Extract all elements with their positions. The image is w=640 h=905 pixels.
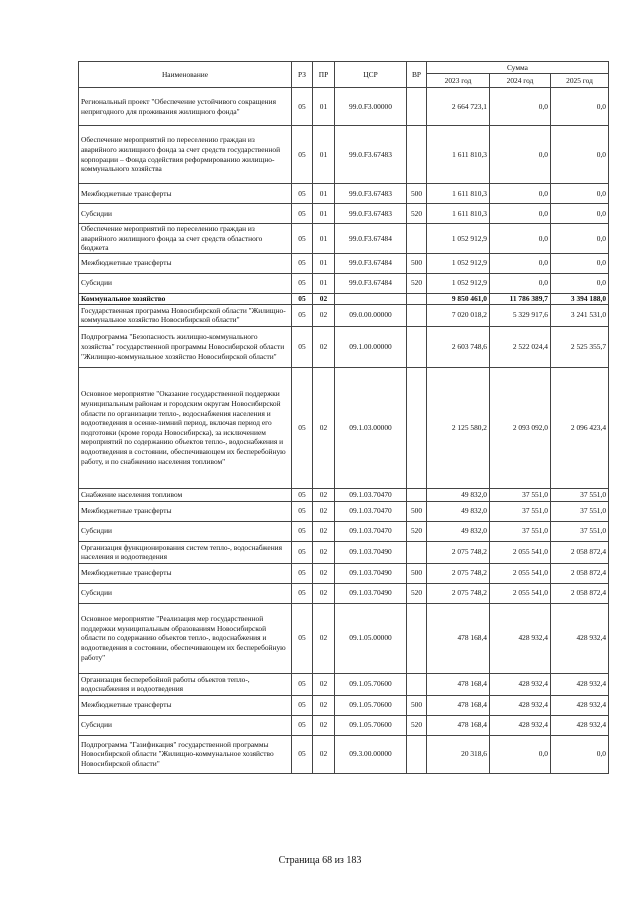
header-vr: ВР [407, 62, 427, 88]
row-name: Организация бесперебойной работы объектов тепло-, водоснабжения и водоотведения [79, 673, 292, 695]
row-amount-2024: 0,0 [490, 735, 551, 773]
row-pr: 02 [313, 583, 335, 603]
table-row [79, 673, 609, 695]
row-amount-2025: 0,0 [551, 184, 609, 204]
row-pr: 02 [313, 293, 335, 304]
row-vr: 520 [407, 583, 427, 603]
row-amount-2023: 1 611 810,3 [427, 204, 490, 224]
row-rz: 05 [292, 253, 313, 273]
row-csr: 09.1.05.00000 [335, 603, 407, 673]
row-vr [407, 673, 427, 695]
table-row [79, 88, 609, 126]
row-amount-2024: 0,0 [490, 126, 551, 184]
header-name: Наименование [79, 62, 292, 88]
row-amount-2024: 11 786 389,7 [490, 293, 551, 304]
row-amount-2024: 2 522 024,4 [490, 326, 551, 367]
header-year-2025: 2025 год [551, 74, 609, 88]
row-csr: 09.1.00.00000 [335, 326, 407, 367]
row-csr: 99.0.F3.00000 [335, 88, 407, 126]
row-pr: 02 [313, 501, 335, 521]
row-amount-2024: 0,0 [490, 253, 551, 273]
row-amount-2024: 2 055 541,0 [490, 583, 551, 603]
row-name: Подпрограмма "Безопасность жилищно-коммунального хозяйства" государственной программы Новосибирской области "Жилищно-коммунальное хозяйство Новосибирской области" [79, 326, 292, 367]
row-amount-2023: 1 052 912,9 [427, 224, 490, 254]
row-vr [407, 541, 427, 563]
table-row [79, 304, 609, 326]
row-amount-2024: 5 329 917,6 [490, 304, 551, 326]
row-rz: 05 [292, 224, 313, 254]
row-amount-2025: 0,0 [551, 224, 609, 254]
header-year-2024: 2024 год [490, 74, 551, 88]
row-name: Межбюджетные трансферты [79, 695, 292, 715]
row-pr: 02 [313, 367, 335, 488]
row-pr: 02 [313, 673, 335, 695]
row-amount-2023: 2 664 723,1 [427, 88, 490, 126]
header-csr: ЦСР [335, 62, 407, 88]
row-amount-2023: 20 318,6 [427, 735, 490, 773]
row-rz: 05 [292, 326, 313, 367]
row-rz: 05 [292, 735, 313, 773]
row-amount-2023: 2 603 748,6 [427, 326, 490, 367]
row-vr [407, 326, 427, 367]
row-name: Основное мероприятие "Реализация мер государственной поддержки муниципальным образованиям Новосибирской области по содержанию объектов тепло-, водоснабжения и водоотведения в состоянии, обеспечивающем их бесперебойную работу" [79, 603, 292, 673]
row-vr: 500 [407, 563, 427, 583]
table-row [79, 293, 609, 304]
row-rz: 05 [292, 715, 313, 735]
table-row [79, 273, 609, 293]
header-rz: РЗ [292, 62, 313, 88]
row-rz: 05 [292, 673, 313, 695]
table-row [79, 224, 609, 254]
header-pr: ПР [313, 62, 335, 88]
row-csr: 09.0.00.00000 [335, 304, 407, 326]
table-row [79, 735, 609, 773]
row-amount-2025: 0,0 [551, 88, 609, 126]
row-amount-2025: 37 551,0 [551, 521, 609, 541]
row-amount-2023: 49 832,0 [427, 501, 490, 521]
row-csr: 09.1.03.70470 [335, 501, 407, 521]
row-amount-2024: 37 551,0 [490, 488, 551, 501]
table-row [79, 367, 609, 488]
row-vr: 500 [407, 184, 427, 204]
row-amount-2025: 0,0 [551, 204, 609, 224]
row-pr: 02 [313, 521, 335, 541]
row-name: Субсидии [79, 715, 292, 735]
row-pr: 02 [313, 488, 335, 501]
table-row [79, 488, 609, 501]
row-vr [407, 367, 427, 488]
row-rz: 05 [292, 204, 313, 224]
row-amount-2023: 2 075 748,2 [427, 541, 490, 563]
table-row [79, 541, 609, 563]
row-rz: 05 [292, 603, 313, 673]
row-csr: 09.1.05.70600 [335, 695, 407, 715]
row-vr [407, 304, 427, 326]
row-csr: 99.0.F3.67484 [335, 224, 407, 254]
row-amount-2025: 37 551,0 [551, 501, 609, 521]
row-name: Государственная программа Новосибирской области "Жилищно-коммунальное хозяйство Новосибирской области" [79, 304, 292, 326]
row-vr [407, 126, 427, 184]
row-pr: 02 [313, 563, 335, 583]
row-name: Обеспечение мероприятий по переселению граждан из аварийного жилищного фонда за счет средств государственной корпорации – Фонда содействия реформированию жилищно-коммунального хозяйства [79, 126, 292, 184]
row-csr: 99.0.F3.67483 [335, 184, 407, 204]
row-vr [407, 488, 427, 501]
row-amount-2024: 0,0 [490, 204, 551, 224]
row-amount-2024: 428 932,4 [490, 695, 551, 715]
table-row [79, 253, 609, 273]
row-amount-2025: 0,0 [551, 126, 609, 184]
row-csr: 09.1.03.00000 [335, 367, 407, 488]
row-amount-2023: 49 832,0 [427, 488, 490, 501]
table-row [79, 326, 609, 367]
row-vr: 520 [407, 521, 427, 541]
row-amount-2023: 1 611 810,3 [427, 126, 490, 184]
row-amount-2023: 49 832,0 [427, 521, 490, 541]
row-rz: 05 [292, 563, 313, 583]
header-year-2023: 2023 год [427, 74, 490, 88]
row-amount-2023: 1 611 810,3 [427, 184, 490, 204]
row-csr: 09.1.05.70600 [335, 673, 407, 695]
row-amount-2024: 37 551,0 [490, 521, 551, 541]
row-amount-2024: 428 932,4 [490, 673, 551, 695]
row-csr: 99.0.F3.67484 [335, 273, 407, 293]
row-amount-2023: 2 075 748,2 [427, 563, 490, 583]
row-name: Обеспечение мероприятий по переселению граждан из аварийного жилищного фонда за счет средств областного бюджета [79, 224, 292, 254]
row-rz: 05 [292, 88, 313, 126]
row-csr [335, 293, 407, 304]
row-rz: 05 [292, 273, 313, 293]
row-rz: 05 [292, 367, 313, 488]
table-row [79, 501, 609, 521]
row-pr: 01 [313, 88, 335, 126]
table-row [79, 184, 609, 204]
row-vr [407, 88, 427, 126]
row-vr: 500 [407, 501, 427, 521]
table-row [79, 583, 609, 603]
row-pr: 02 [313, 304, 335, 326]
row-vr [407, 735, 427, 773]
row-rz: 05 [292, 501, 313, 521]
row-name: Подпрограмма "Газификация" государственной программы Новосибирской области "Жилищно-коммунальное хозяйство Новосибирской области" [79, 735, 292, 773]
header-sum: Сумма [427, 62, 609, 74]
row-amount-2025: 428 932,4 [551, 603, 609, 673]
row-pr: 02 [313, 541, 335, 563]
row-amount-2025: 2 058 872,4 [551, 563, 609, 583]
row-amount-2023: 2 125 580,2 [427, 367, 490, 488]
row-csr: 09.1.03.70470 [335, 488, 407, 501]
row-vr: 500 [407, 253, 427, 273]
row-rz: 05 [292, 488, 313, 501]
row-rz: 05 [292, 293, 313, 304]
row-pr: 02 [313, 735, 335, 773]
row-amount-2025: 2 058 872,4 [551, 541, 609, 563]
row-csr: 99.0.F3.67483 [335, 126, 407, 184]
row-csr: 09.1.03.70490 [335, 583, 407, 603]
table-body [79, 88, 609, 774]
row-name: Межбюджетные трансферты [79, 501, 292, 521]
row-vr [407, 603, 427, 673]
row-name: Субсидии [79, 583, 292, 603]
row-amount-2024: 2 055 541,0 [490, 541, 551, 563]
row-amount-2024: 428 932,4 [490, 715, 551, 735]
row-name: Межбюджетные трансферты [79, 563, 292, 583]
row-rz: 05 [292, 304, 313, 326]
row-amount-2025: 3 394 188,0 [551, 293, 609, 304]
row-name: Региональный проект "Обеспечение устойчивого сокращения непригодного для проживания жилищного фонда" [79, 88, 292, 126]
page-number: Страница 68 из 183 [278, 855, 362, 866]
row-csr: 09.1.03.70490 [335, 541, 407, 563]
row-amount-2023: 7 020 018,2 [427, 304, 490, 326]
row-pr: 02 [313, 695, 335, 715]
table-row [79, 521, 609, 541]
table-row [79, 603, 609, 673]
row-vr: 520 [407, 715, 427, 735]
row-amount-2025: 0,0 [551, 273, 609, 293]
row-rz: 05 [292, 541, 313, 563]
row-amount-2024: 0,0 [490, 184, 551, 204]
row-name: Межбюджетные трансферты [79, 253, 292, 273]
row-vr [407, 224, 427, 254]
table-row [79, 695, 609, 715]
row-amount-2023: 478 168,4 [427, 603, 490, 673]
row-rz: 05 [292, 583, 313, 603]
budget-table [78, 61, 609, 774]
row-rz: 05 [292, 521, 313, 541]
row-pr: 01 [313, 126, 335, 184]
row-amount-2025: 428 932,4 [551, 715, 609, 735]
row-amount-2023: 2 075 748,2 [427, 583, 490, 603]
row-vr [407, 293, 427, 304]
row-amount-2024: 37 551,0 [490, 501, 551, 521]
row-amount-2024: 0,0 [490, 224, 551, 254]
row-pr: 02 [313, 715, 335, 735]
row-csr: 09.3.00.00000 [335, 735, 407, 773]
row-name: Субсидии [79, 521, 292, 541]
row-vr: 500 [407, 695, 427, 715]
row-amount-2023: 478 168,4 [427, 695, 490, 715]
row-amount-2025: 0,0 [551, 735, 609, 773]
table-row [79, 126, 609, 184]
row-amount-2023: 1 052 912,9 [427, 273, 490, 293]
table-row [79, 563, 609, 583]
table-row [79, 715, 609, 735]
row-name: Снабжение населения топливом [79, 488, 292, 501]
row-amount-2023: 9 850 461,0 [427, 293, 490, 304]
row-name: Коммунальное хозяйство [79, 293, 292, 304]
row-amount-2025: 3 241 531,0 [551, 304, 609, 326]
row-vr: 520 [407, 204, 427, 224]
row-csr: 09.1.03.70470 [335, 521, 407, 541]
row-amount-2023: 1 052 912,9 [427, 253, 490, 273]
row-pr: 01 [313, 224, 335, 254]
row-csr: 99.0.F3.67483 [335, 204, 407, 224]
row-amount-2024: 2 093 092,0 [490, 367, 551, 488]
row-amount-2024: 0,0 [490, 273, 551, 293]
row-name: Межбюджетные трансферты [79, 184, 292, 204]
row-pr: 02 [313, 603, 335, 673]
table-row [79, 204, 609, 224]
row-amount-2024: 428 932,4 [490, 603, 551, 673]
row-amount-2023: 478 168,4 [427, 715, 490, 735]
row-pr: 01 [313, 253, 335, 273]
row-csr: 09.1.05.70600 [335, 715, 407, 735]
row-rz: 05 [292, 126, 313, 184]
row-name: Основное мероприятие "Оказание государственной поддержки муниципальным районам и городским округам Новосибирской области по организации тепло-, водоснабжения населения и водоотведения в осенне-зимний период, включая период его подготовки (кроме города Новосибирска), за исключением мероприятий по содержанию объектов тепло-, водоснабжения и водоотведения в состоянии, обеспечивающем их бесперебойную работу, и по снабжению населения топливом" [79, 367, 292, 488]
row-amount-2025: 2 525 355,7 [551, 326, 609, 367]
row-amount-2025: 0,0 [551, 253, 609, 273]
row-name: Организация функционирования систем тепло-, водоснабжения населения и водоотведения [79, 541, 292, 563]
row-amount-2025: 2 058 872,4 [551, 583, 609, 603]
row-pr: 02 [313, 326, 335, 367]
row-amount-2025: 2 096 423,4 [551, 367, 609, 488]
row-csr: 99.0.F3.67484 [335, 253, 407, 273]
row-pr: 01 [313, 184, 335, 204]
row-csr: 09.1.03.70490 [335, 563, 407, 583]
row-rz: 05 [292, 184, 313, 204]
row-amount-2024: 0,0 [490, 88, 551, 126]
row-amount-2025: 428 932,4 [551, 695, 609, 715]
row-pr: 01 [313, 204, 335, 224]
row-rz: 05 [292, 695, 313, 715]
row-name: Субсидии [79, 204, 292, 224]
row-amount-2023: 478 168,4 [427, 673, 490, 695]
row-pr: 01 [313, 273, 335, 293]
row-amount-2025: 428 932,4 [551, 673, 609, 695]
row-name: Субсидии [79, 273, 292, 293]
row-vr: 520 [407, 273, 427, 293]
row-amount-2024: 2 055 541,0 [490, 563, 551, 583]
row-amount-2025: 37 551,0 [551, 488, 609, 501]
